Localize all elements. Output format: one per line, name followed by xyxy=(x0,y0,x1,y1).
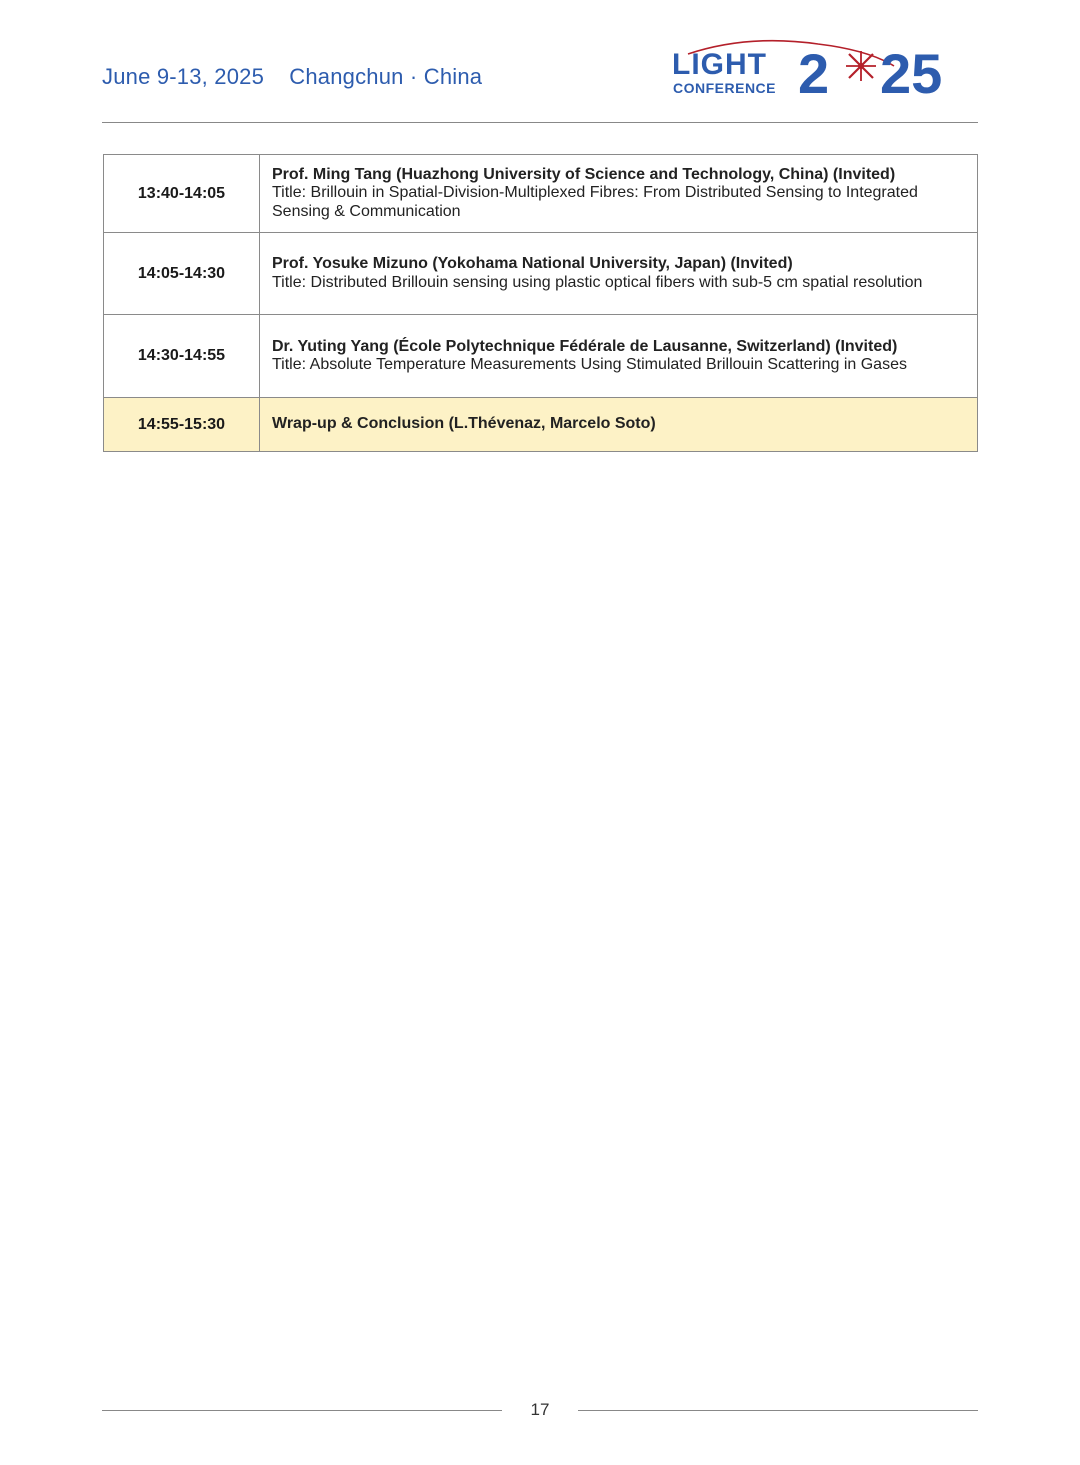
time-cell: 14:05-14:30 xyxy=(104,233,260,315)
time-cell: 14:30-14:55 xyxy=(104,315,260,398)
session-cell: Wrap-up & Conclusion (L.Thévenaz, Marcelo Soto) xyxy=(260,398,978,452)
page-number: 17 xyxy=(530,1400,550,1419)
speaker-name: Prof. Ming Tang (Huazhong University of Science and Technology, China) (Invited) xyxy=(272,165,896,183)
logo-year-digit: 2 xyxy=(798,42,830,98)
table-row xyxy=(104,155,978,233)
logo-star-icon xyxy=(846,51,876,81)
table-row xyxy=(104,233,978,315)
table-row xyxy=(104,315,978,398)
time-cell: 13:40-14:05 xyxy=(104,155,260,233)
header-date-location: June 9-13, 2025 Changchun · China xyxy=(102,64,483,89)
logo-conference-text: CONFERENCE xyxy=(673,80,777,96)
talk-cell xyxy=(260,155,978,233)
logo-light-text: LIGHT xyxy=(672,48,767,81)
talk-title: Title: Brillouin in Spatial-Division-Multiplexed Fibres: From Distributed Sensing to Integrated Sensing & Communication xyxy=(272,184,918,220)
schedule-table xyxy=(103,154,978,452)
talk-title: Title: Absolute Temperature Measurements Using Stimulated Brillouin Scattering in Gases xyxy=(272,356,907,373)
logo-year-digits: 25 xyxy=(880,42,943,98)
speaker-name: Prof. Yosuke Mizuno (Yokohama National University, Japan) (Invited) xyxy=(272,255,793,272)
header-divider xyxy=(102,122,978,123)
footer-divider-left xyxy=(102,1410,502,1411)
footer-divider-right xyxy=(578,1410,978,1411)
talk-title: Title: Distributed Brillouin sensing using plastic optical fibers with sub-5 cm spatial resolution xyxy=(272,273,923,291)
table-row-highlighted xyxy=(104,398,978,452)
time-cell: 14:55-15:30 xyxy=(104,398,260,452)
talk-cell xyxy=(260,233,978,315)
talk-cell xyxy=(260,315,978,398)
speaker-name: Dr. Yuting Yang (École Polytechnique Fédérale de Lausanne, Switzerland) (Invited) xyxy=(272,337,898,355)
light-conference-logo xyxy=(668,36,980,98)
